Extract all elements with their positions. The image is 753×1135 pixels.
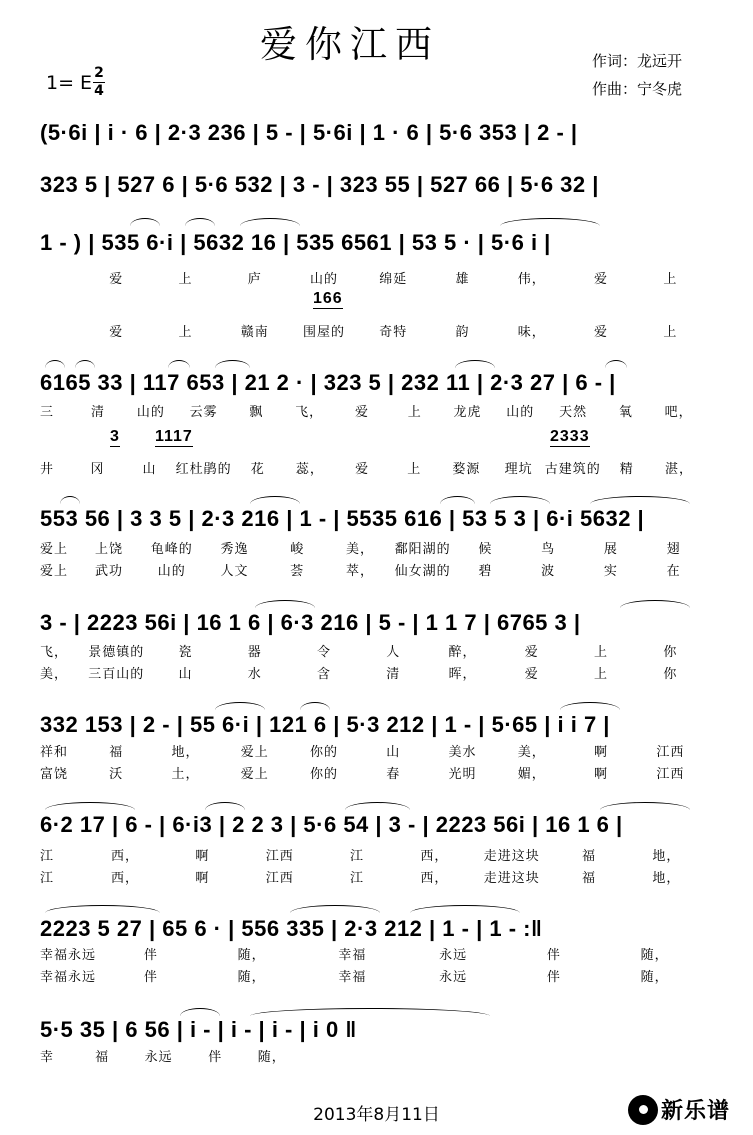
lyric-syllable: 山的: [157, 564, 186, 579]
slur: [455, 360, 495, 368]
lyric-syllable: 上: [663, 325, 678, 340]
lyric-syllable: 随，: [257, 1050, 286, 1065]
lyrics-line-10-verse-1: [40, 1050, 300, 1066]
slur: [240, 218, 300, 226]
lyric-syllable: 翅: [666, 542, 681, 557]
lyric-syllable: 幸福永远: [40, 970, 97, 985]
lyric-syllable: 上: [407, 405, 422, 420]
lyrics-line-6-verse-2: [40, 667, 705, 683]
slur: [168, 360, 190, 368]
lyric-syllable: 鄱阳湖的: [394, 542, 451, 557]
score-line-4: 6165 33 | 117 653 | 21 2 · | 323 5 | 232 11 | 2·3 27 | 6 - |: [40, 370, 616, 395]
lyric-syllable: 爱: [354, 405, 369, 420]
lyric-syllable: 上: [178, 272, 193, 287]
lyric-syllable: 古建筑的: [544, 462, 601, 477]
lyric-syllable: 在: [666, 564, 681, 579]
slur: [300, 702, 330, 710]
lyric-syllable: 井: [40, 462, 55, 477]
lyric-syllable: 福: [582, 871, 597, 886]
lyric-syllable: 福: [95, 1050, 110, 1065]
lyric-syllable: 景德镇的: [88, 645, 145, 660]
lyrics-line-9-verse-2: [40, 970, 705, 986]
lyric-syllable: 随，: [237, 948, 266, 963]
lyric-syllable: 理坑: [504, 462, 533, 477]
time-signature-top: 2: [94, 65, 104, 81]
lyric-syllable: 江西: [656, 745, 685, 760]
lyric-syllable: 奇特: [379, 325, 408, 340]
lyric-syllable: 福: [582, 849, 597, 864]
score-line-5: 553 56 | 3 3 5 | 2·3 216 | 1 - | 5535 616 | 53 5 3 | 6·i 5632 |: [40, 506, 645, 531]
lyric-syllable: 祥和: [40, 745, 69, 760]
score-line-8: 6·2 17 | 6 - | 6·i3 | 2 2 3 | 5·6 54 | 3 - | 2223 56i | 16 1 6 |: [40, 812, 623, 837]
page-title: 爱你江西: [260, 23, 440, 66]
lyric-syllable: 蕊，: [295, 462, 324, 477]
lyric-syllable: 山的: [136, 405, 165, 420]
lyric-syllable: 土，: [171, 767, 200, 782]
slur: [605, 360, 627, 368]
slur: [60, 496, 80, 504]
lyric-syllable: 吧，: [664, 405, 693, 420]
lyric-syllable: 永远: [144, 1050, 173, 1065]
slur: [75, 360, 95, 368]
time-signature: [93, 66, 105, 99]
lyric-syllable: 秀逸: [220, 542, 249, 557]
lyric-syllable: 上饶: [95, 542, 124, 557]
score-line-7: 332 153 | 2 - | 55 6·i | 121 6 | 5·3 212 | 1 - | 5·65 | i i 7 |: [40, 712, 610, 737]
lyric-syllable: 人: [386, 645, 401, 660]
lyric-syllable: 武功: [95, 564, 124, 579]
site-logo[interactable]: [628, 1094, 730, 1125]
lyric-syllable: 伴: [143, 948, 158, 963]
key-signature: 1= E: [46, 72, 93, 94]
slur: [45, 802, 135, 810]
slur: [45, 360, 65, 368]
lyric-syllable: 随，: [237, 970, 266, 985]
lyric-syllable: 走进这块: [483, 849, 540, 864]
lyrics-line-7-verse-2: [40, 767, 705, 783]
lyric-syllable: 三百山的: [88, 667, 145, 682]
lyric-syllable: 江西: [656, 767, 685, 782]
lyric-syllable: 山: [386, 745, 401, 760]
lyric-syllable: 山的: [309, 272, 338, 287]
score-line-2: 323 5 | 527 6 | 5·6 532 | 3 - | 323 55 | 527 66 | 5·6 32 |: [40, 172, 599, 197]
slur: [250, 496, 300, 504]
lyric-syllable: 鸟: [541, 542, 556, 557]
lyric-syllable: 云雾: [189, 405, 218, 420]
lyric-syllable: 氧: [618, 405, 633, 420]
lyric-syllable: 飞，: [40, 645, 69, 660]
variant-notes: 3: [110, 428, 120, 445]
lyric-syllable: 幸福永远: [40, 948, 97, 963]
lyric-syllable: 展: [603, 542, 618, 557]
lyric-syllable: 萃，: [345, 564, 374, 579]
lyric-syllable: 峻: [290, 542, 305, 557]
slur: [345, 802, 410, 810]
lyric-syllable: 爱上: [40, 542, 69, 557]
lyric-syllable: 上: [407, 462, 422, 477]
vinyl-disc-icon: [628, 1095, 658, 1125]
lyric-syllable: 随，: [640, 948, 669, 963]
lyric-syllable: 走进这块: [483, 871, 540, 886]
lyric-syllable: 上: [594, 667, 609, 682]
slur: [255, 600, 315, 608]
lyric-syllable: 山的: [506, 405, 535, 420]
score-line-3: 1 - ) | 535 6·i | 5632 16 | 535 6561 | 53 5 · | 5·6 i |: [40, 230, 551, 255]
lyric-syllable: 江: [40, 871, 55, 886]
lyric-syllable: 幸福: [338, 948, 367, 963]
lyric-syllable: 伴: [143, 970, 158, 985]
lyric-syllable: 含: [316, 667, 331, 682]
lyric-syllable: 三: [40, 405, 55, 420]
lyricist-credit: 作词：龙远开: [592, 52, 683, 70]
lyrics-line-5-verse-2: [40, 564, 705, 580]
slur: [560, 702, 620, 710]
lyric-syllable: 人文: [220, 564, 249, 579]
lyric-syllable: 令: [316, 645, 331, 660]
lyric-syllable: 江西: [265, 871, 294, 886]
slur: [185, 218, 215, 226]
lyrics-line-7-verse-1: [40, 745, 705, 761]
lyric-syllable: 随，: [640, 970, 669, 985]
lyric-syllable: 湛，: [664, 462, 693, 477]
score-line-6: 3 - | 2223 56i | 16 1 6 | 6·3 216 | 5 - | 1 1 7 | 6765 3 |: [40, 610, 581, 635]
lyric-syllable: [40, 325, 82, 341]
lyric-syllable: 爱上: [240, 745, 269, 760]
lyric-syllable: 庐: [247, 272, 262, 287]
lyric-syllable: 雄: [455, 272, 470, 287]
lyric-syllable: 赣南: [240, 325, 269, 340]
lyric-syllable: 爱上: [240, 767, 269, 782]
lyric-syllable: 上: [178, 325, 193, 340]
lyric-syllable: 江: [350, 871, 365, 886]
lyric-syllable: 韵: [455, 325, 470, 340]
lyric-syllable: 西，: [420, 871, 449, 886]
slur: [500, 218, 600, 226]
lyric-syllable: 伴: [208, 1050, 223, 1065]
lyric-syllable: 爱: [594, 272, 609, 287]
lyric-syllable: 伴: [546, 970, 561, 985]
lyric-syllable: 醉，: [448, 645, 477, 660]
lyric-syllable: 清: [91, 405, 106, 420]
lyric-syllable: 龟峰的: [150, 542, 193, 557]
slur: [590, 496, 690, 504]
lyric-syllable: 上: [663, 272, 678, 287]
lyric-syllable: 啊: [195, 849, 210, 864]
lyrics-line-4-verse-2: [40, 462, 705, 478]
lyric-syllable: 江西: [265, 849, 294, 864]
lyric-syllable: 美，: [345, 542, 374, 557]
lyric-syllable: 晖，: [448, 667, 477, 682]
lyric-syllable: 你的: [309, 745, 338, 760]
lyric-syllable: 仙女湖的: [394, 564, 451, 579]
time-signature-bottom: 4: [94, 83, 104, 99]
lyrics-line-8-verse-2: [40, 871, 705, 887]
lyric-syllable: 候: [478, 542, 493, 557]
slur: [620, 600, 690, 608]
lyric-syllable: 啊: [594, 767, 609, 782]
lyric-syllable: 爱: [594, 325, 609, 340]
lyric-syllable: 花: [250, 462, 265, 477]
lyrics-line-4-verse-1: [40, 405, 705, 421]
lyric-syllable: 美，: [517, 745, 546, 760]
lyric-syllable: 爱: [524, 645, 539, 660]
lyric-syllable: 春: [386, 767, 401, 782]
lyric-syllable: 幸福: [338, 970, 367, 985]
lyric-syllable: 水: [247, 667, 262, 682]
variant-notes: 166: [313, 290, 343, 307]
slur: [490, 496, 550, 504]
lyric-syllable: 富饶: [40, 767, 69, 782]
lyric-syllable: 山: [142, 462, 157, 477]
lyric-syllable: 伴: [546, 948, 561, 963]
variant-notes: 1117: [155, 428, 193, 445]
lyric-syllable: 山: [178, 667, 193, 682]
lyrics-line-6-verse-1: [40, 645, 705, 661]
lyric-syllable: 绵延: [379, 272, 408, 287]
lyrics-line-3-verse-1: [40, 272, 705, 288]
lyric-syllable: 器: [247, 645, 262, 660]
lyrics-line-3-verse-2: [40, 325, 705, 341]
lyric-syllable: 碧: [478, 564, 493, 579]
lyric-syllable: 冈: [90, 462, 105, 477]
score-line-1: (5·6i | i · 6 | 2·3 236 | 5 - | 5·6i | 1 · 6 | 5·6 353 | 2 - |: [40, 120, 578, 145]
lyric-syllable: 飘: [249, 405, 264, 420]
slur: [205, 802, 245, 810]
lyric-syllable: 清: [386, 667, 401, 682]
lyric-syllable: 实: [603, 564, 618, 579]
lyric-syllable: 永远: [439, 948, 468, 963]
composer-credit: 作曲：宁冬虎: [592, 80, 683, 98]
lyric-syllable: 西，: [111, 849, 140, 864]
slur: [600, 802, 690, 810]
lyric-syllable: 上: [594, 645, 609, 660]
publish-date: 2013年8月11日: [313, 1105, 440, 1125]
slur: [45, 905, 160, 913]
lyric-syllable: 你: [663, 667, 678, 682]
lyric-syllable: 红杜鹃的: [175, 462, 232, 477]
lyric-syllable: 美水: [448, 745, 477, 760]
lyric-syllable: 江: [350, 849, 365, 864]
slur: [130, 218, 160, 226]
lyric-syllable: 婺源: [452, 462, 481, 477]
logo-text: 新乐谱: [661, 1099, 731, 1124]
lyric-syllable: 啊: [195, 871, 210, 886]
lyric-syllable: 沃: [109, 767, 124, 782]
lyric-syllable: 江: [40, 849, 55, 864]
lyric-syllable: 福: [109, 745, 124, 760]
lyric-syllable: 爱: [109, 325, 124, 340]
variant-notes: 2333: [550, 428, 590, 445]
lyric-syllable: [40, 272, 82, 288]
lyric-syllable: 精: [619, 462, 634, 477]
lyric-syllable: 爱: [355, 462, 370, 477]
lyric-syllable: 西，: [420, 849, 449, 864]
lyric-syllable: 你的: [309, 767, 338, 782]
lyric-syllable: 地，: [652, 849, 681, 864]
slur: [215, 360, 250, 368]
lyrics-line-8-verse-1: [40, 849, 705, 865]
lyrics-line-5-verse-1: [40, 542, 705, 558]
lyric-syllable: 爱: [524, 667, 539, 682]
lyric-syllable: 媚，: [517, 767, 546, 782]
lyric-syllable: 龙虎: [453, 405, 482, 420]
lyric-syllable: 西，: [111, 871, 140, 886]
lyric-syllable: 地，: [652, 871, 681, 886]
lyric-syllable: 荟: [290, 564, 305, 579]
lyric-syllable: 永远: [439, 970, 468, 985]
lyric-syllable: 波: [541, 564, 556, 579]
lyric-syllable: 伟，: [517, 272, 546, 287]
lyric-syllable: 美，: [40, 667, 69, 682]
lyric-syllable: 幸: [40, 1050, 55, 1065]
lyric-syllable: 天然: [559, 405, 588, 420]
slur: [410, 905, 520, 913]
score-line-9: 2223 5 27 | 65 6 · | 556 335 | 2·3 212 | 1 - | 1 - :‖: [40, 916, 543, 941]
lyric-syllable: 爱: [109, 272, 124, 287]
lyric-syllable: 地，: [171, 745, 200, 760]
lyric-syllable: 爱上: [40, 564, 69, 579]
lyric-syllable: 围屋的: [302, 325, 345, 340]
lyric-syllable: 瓷: [178, 645, 193, 660]
slur: [215, 702, 265, 710]
lyric-syllable: 飞，: [295, 405, 324, 420]
lyric-syllable: 味，: [517, 325, 546, 340]
lyrics-line-9-verse-1: [40, 948, 705, 964]
slur: [290, 905, 380, 913]
slur: [440, 496, 475, 504]
score-line-10: 5·5 35 | 6 56 | i - | i - | i - | i 0 ‖: [40, 1017, 357, 1042]
lyric-syllable: 你: [663, 645, 678, 660]
lyric-syllable: 光明: [448, 767, 477, 782]
lyric-syllable: 啊: [594, 745, 609, 760]
